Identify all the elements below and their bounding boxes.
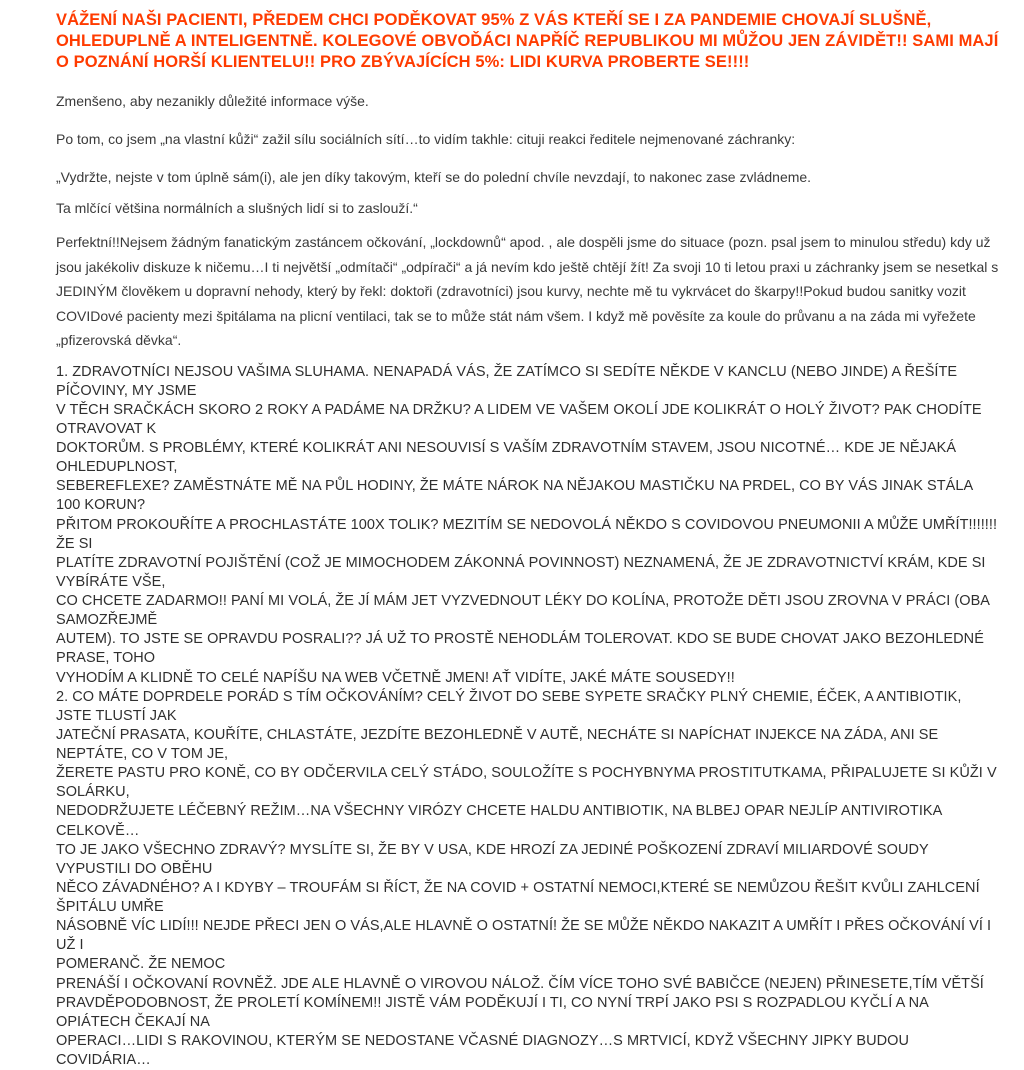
caps-line: ŽERETE PASTU PRO KONĚ, CO BY ODČERVILA CELÝ STÁDO, SOULOŽÍTE S POCHYBNYMA PROSTITUTKAMA, PŘIPALUJETE SI KŮŽI V SOLÁRKU, (56, 765, 997, 801)
caps-section (56, 363, 1000, 1070)
paragraph-quote-1: „Vydržte, nejste v tom úplně sám(i), ale jen díky takovým, kteří se do polední chvíle nevzdají, to nakonec zase zvládneme. (56, 168, 812, 185)
paragraph-intro: Po tom, co jsem „na vlastní kůži“ zažil sílu sociálních sítí…to vidím takhle: cituji reakci ředitele nejmenované záchranky: (56, 131, 796, 148)
caps-line: POMERANČ. ŽE NEMOC (56, 956, 226, 973)
caps-line: AUTEM). TO JSTE SE OPRAVDU POSRALI?? JÁ UŽ TO PROSTĚ NEHODLÁM TOLEROVAT. KDO SE BUDE CHOVAT JAKO BEZOHLEDNÉ PRASE, TOHO (56, 631, 984, 667)
caps-line: DOKTORŮM. S PROBLÉMY, KTERÉ KOLIKRÁT ANI NESOUVISÍ S VAŠÍM ZDRAVOTNÍM STAVEM, JSOU NICOTNÉ… KDE JE NĚJAKÁ OHLEDUPLNOST, (56, 440, 957, 476)
caps-line: PRAVDĚPODOBNOST, ŽE PROLETÍ KOMÍNEM!! JISTĚ VÁM PODĚKUJÍ I TI, CO NYNÍ TRPÍ JAKO PSI S ROZPADLOU KYČLÍ A NA OPIÁTECH ČEKAJÍ NA (56, 994, 929, 1030)
paragraph-body: Perfektní!!Nejsem žádným fanatickým zastáncem očkování, „lockdownů“ apod. , ale dospěli jsme do situace (pozn. psal jsem to minulou středu) kdy už jsou jakékoliv diskuze k ničemu…I ti největší „odmítači“ „odpírači“ a já nevím kdo ještě chtějí žít! Za svoji 10 ti letou praxi u záchranky jsem se nesetkal s JEDINÝM člověkem u dopravní nehody, který by řekl: doktoři (zdravotníci) jsou kurvy, nechte mě tu vykrvácet do škarpy!!Pokud budou sanitky vozit COVIDové pacienty mezi špitálama na plicní ventilaci, tak se to může stát nám všem. I když mě pověsíte za koule do průvanu a na záda mi vyřežete „pfizerovská děvka“. (56, 234, 999, 349)
caps-line: NEDODRŽUJETE LÉČEBNÝ REŽIM…NA VŠECHNY VIRÓZY CHCETE HALDU ANTIBIOTIK, NA BLBEJ OPAR NEJLÍP ANTIVIROTIKA CELKOVĚ… (56, 803, 942, 839)
paragraph-note: Zmenšeno, aby nezanikly důležité informace výše. (56, 93, 369, 110)
caps-line: 1. ZDRAVOTNÍCI NEJSOU VAŠIMA SLUHAMA. NENAPADÁ VÁS, ŽE ZATÍMCO SI SEDÍTE NĚKDE V KANCLU (NEBO JINDE) A ŘEŠÍTE PÍČOVINY, MY JSME (56, 363, 958, 399)
caps-line: PŘITOM PROKOUŘÍTE A PROCHLASTÁTE 100X TOLIK? MEZITÍM SE NEDOVOLÁ NĚKDO S COVIDOVOU PNEUMONII A MŮŽE UMŘÍT!!!!!!! ŽE SI (56, 516, 998, 552)
caps-line: PLATÍTE ZDRAVOTNÍ POJIŠTĚNÍ (COŽ JE MIMOCHODEM ZÁKONNÁ POVINNOST) NEZNAMENÁ, ŽE JE ZDRAVOTNICTVÍ KRÁM, KDE SI VYBÍRÁTE VŠE, (56, 554, 986, 590)
caps-line: V TĚCH SRAČKÁCH SKORO 2 ROKY A PADÁME NA DRŽKU? A LIDEM VE VAŠEM OKOLÍ JDE KOLIKRÁT O HOLÝ ŽIVOT? PAK CHODÍTE OTRAVOVAT K (56, 401, 982, 437)
headline-banner: VÁŽENÍ NAŠI PACIENTI, PŘEDEM CHCI PODĚKOVAT 95% Z VÁS KTEŘÍ SE I ZA PANDEMIE CHOVAJÍ SLUŠNĚ, OHLEDUPLNĚ A INTELIGENTNĚ. KOLEGOVÉ OBVOĎÁCI NAPŘÍČ REPUBLIKOU MI MŮŽOU JEN ZÁVIDĚT!! SAMI MAJÍ O POZNÁNÍ HORŠÍ KLIENTELU!! PRO ZBÝVAJÍCÍCH 5%: LIDI KURVA PROBERTE SE!!!! (56, 11, 999, 72)
caps-line: CO CHCETE ZADARMO!! PANÍ MI VOLÁ, ŽE JÍ MÁM JET VYZVEDNOUT LÉKY DO KOLÍNA, PROTOŽE DĚTI JSOU ZROVNA V PRÁCI (OBA SAMOZŘEJMĚ (56, 593, 990, 629)
caps-line: SEBEREFLEXE? ZAMĚSTNÁTE MĚ NA PŮL HODINY, ŽE MÁTE NÁROK NA NĚJAKOU MASTIČKU NA PRDEL, CO BY VÁS JINAK STÁLA 100 KORUN? (56, 478, 973, 514)
caps-line: NÁSOBNĚ VÍC LIDÍ!!! NEJDE PŘECI JEN O VÁS,ALE HLAVNĚ O OSTATNÍ! ŽE SE MŮŽE NĚKDO NAKAZIT A UMŘÍT I PŘES OČKOVÁNÍ VÍ I UŽ I (56, 918, 992, 954)
caps-line: JATEČNÍ PRASATA, KOUŘÍTE, CHLASTÁTE, JEZDÍTE BEZOHLEDNĚ V AUTĚ, NECHÁTE SI NAPÍCHAT INJEKCE NA ZÁDA, ANI SE NEPTÁTE, CO V TOM JE, (56, 726, 939, 763)
caps-line: VYHODÍM A KLIDNĚ TO CELÉ NAPÍŠU NA WEB VČETNĚ JMEN! AŤ VIDÍTE, JAKÉ MÁTE SOUSEDY!! (56, 669, 735, 686)
caps-line: TO JE JAKO VŠECHNO ZDRAVÝ? MYSLÍTE SI, ŽE BY V USA, KDE HROZÍ ZA JEDINÉ POŠKOZENÍ ZDRAVÍ MILIARDOVÉ SOUDY VYPUSTILI DO OBĚHU (56, 841, 929, 877)
caps-line: 2. CO MÁTE DOPRDELE PORÁD S TÍM OČKOVÁNÍM? CELÝ ŽIVOT DO SEBE SYPETE SRAČKY PLNÝ CHEMIE, ÉČEK, A ANTIBIOTIK, JSTE TLUSTÍ JAK (56, 688, 962, 724)
caps-line: OPERACI…LIDI S RAKOVINOU, KTERÝM SE NEDOSTANE VČASNÉ DIAGNOZY…S MRTVICÍ, KDYŽ VŠECHNY JIPKY BUDOU COVIDÁRIA… (56, 1032, 909, 1069)
paragraph-quote-2: Ta mlčící většina normálních a slušných lidí si to zaslouží.“ (56, 200, 418, 217)
caps-line: NĚCO ZÁVADNÉHO? A I KDYBY – TROUFÁM SI ŘÍCT, ŽE NA COVID + OSTATNÍ NEMOCI,KTERÉ SE NEMŮZOU ŘEŠIT KVŮLI ZAHLCENÍ ŠPITÁLU UMŘE (56, 879, 980, 916)
caps-line: PRENÁŠÍ I OČKOVANÍ ROVNĚŽ. JDE ALE HLAVNĚ O VIROVOU NÁLOŽ. ČÍM VÍCE TOHO SVÉ BABIČCE (NEJEN) PŘINESETE,TÍM VĚTŠÍ (56, 975, 984, 992)
